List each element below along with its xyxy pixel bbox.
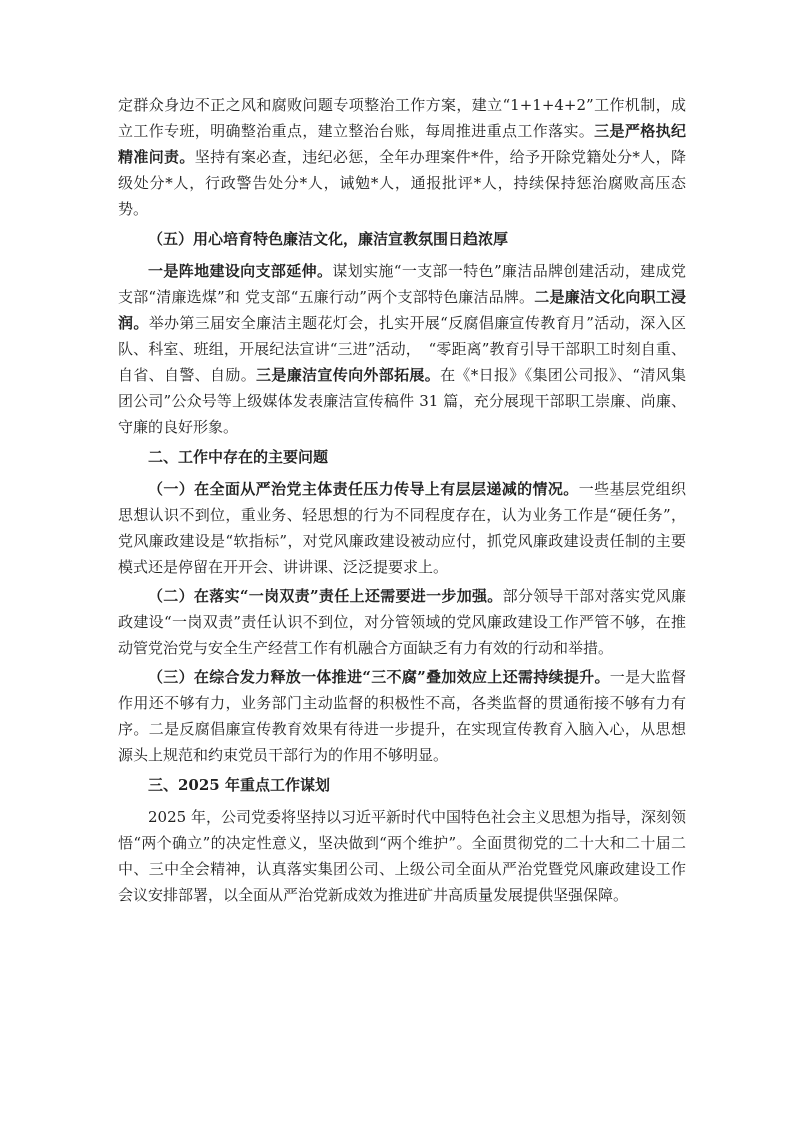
bold-lead: （三）在综合发力释放一体推进“三不腐”叠加效应上还需持续提升。 (148, 668, 610, 686)
paragraph-text: 在《*日报》《集团公司报》、“清风集团公司”公众号等上级媒体发表廉洁宣传稿件 31 篇，充分展现干部职工崇廉、尚廉、守廉的良好形象。 (118, 366, 686, 436)
bold-lead: （一）在全面从严治党主体责任压力传导上有层层递减的情况。 (148, 480, 579, 498)
bold-lead: 二是廉洁文化向职工浸润。 (118, 288, 686, 332)
paragraph-text: 一是大监督作用还不够有力，业务部门主动监督的积极性不高，各类监督的贯通衔接不够有力有序。二是反腐倡廉宣传教育效果有待进一步提升，在实现宣传教育入脑入心，从思想源头上规范和约束党员干部行为的作用不够明显。 (118, 668, 686, 764)
paragraph-problem-3 (118, 664, 686, 768)
paragraph-text: 2025 年，公司党委将坚持以习近平新时代中国特色社会主义思想为指导，深刻领悟“两个确立”的决定性意义，坚决做到“两个维护”。全面贯彻党的二十大和二十届二中、三中全会精神，认真落实集团公司、上级公司全面从严治党暨党风廉政建设工作会议安排部署，以全面从严治党新成效为推进矿井高质量发展提供坚强保障。 (118, 808, 686, 904)
paragraph-text: 举办第三届安全廉洁主题花灯会，扎实开展“反腐倡廉宣传教育月”活动，深入区队、科室、班组，开展纪法宣讲“三进”活动， “零距离”教育引导干部职工时刻自重、自省、自警、自励。 (118, 314, 686, 384)
paragraph-text: 谋划实施“一支部一特色”廉洁品牌创建活动，建成党支部“清廉选煤”和 党支部“五廉行动”两个支部特色廉洁品牌。 (118, 262, 686, 306)
paragraph-text: 一些基层党组织思想认识不到位，重业务、轻思想的行为不同程度存在，认为业务工作是“硬任务”，党风廉政建设是“软指标”，对党风廉政建设被动应付，抓党风廉政建设责任制的主要模式还是停留在开开会、讲讲课、泛泛提要求上。 (118, 480, 686, 576)
document-page (118, 92, 686, 911)
paragraph-discipline (118, 92, 686, 222)
paragraph-text: 定群众身边不正之风和腐败问题专项整治工作方案，建立“1+1+4+2”工作机制，成立工作专班，明确整治重点，建立整治台账，每周推进重点工作落实。 (118, 96, 686, 140)
paragraph-problem-2 (118, 583, 686, 661)
bold-lead: （二）在落实“一岗双责”责任上还需要进一步加强。 (148, 587, 503, 605)
paragraph-text: 坚持有案必查，违纪必惩，全年办理案件*件，给予开除党籍处分*人，降级处分*人，行政警告处分*人，诫勉*人，通报批评*人，持续保持惩治腐败高压态势。 (118, 148, 686, 218)
paragraph-2025-plan (118, 804, 686, 908)
bold-lead: 一是阵地建设向支部延伸。 (148, 262, 333, 280)
paragraph-problem-1 (118, 476, 686, 580)
paragraph-culture (118, 258, 686, 440)
bold-lead: 三是严格执纪精准问责。 (118, 122, 686, 166)
section-heading-problems: 二、工作中存在的主要问题 (148, 448, 329, 466)
paragraph-text: 部分领导干部对落实党风廉政建设“一岗双责”责任认识不到位，对分管领域的党风廉政建设工作严管不够，在推动管党治党与安全生产经营工作有机融合方面缺乏有力有效的行动和举措。 (118, 587, 686, 657)
bold-lead: 三是廉洁宣传向外部拓展。 (256, 366, 441, 384)
section-heading-5: （五）用心培育特色廉洁文化，廉洁宣教氛围日趋浓厚 (148, 230, 509, 248)
section-heading-2025-plan: 三、2025 年重点工作谋划 (148, 776, 330, 794)
